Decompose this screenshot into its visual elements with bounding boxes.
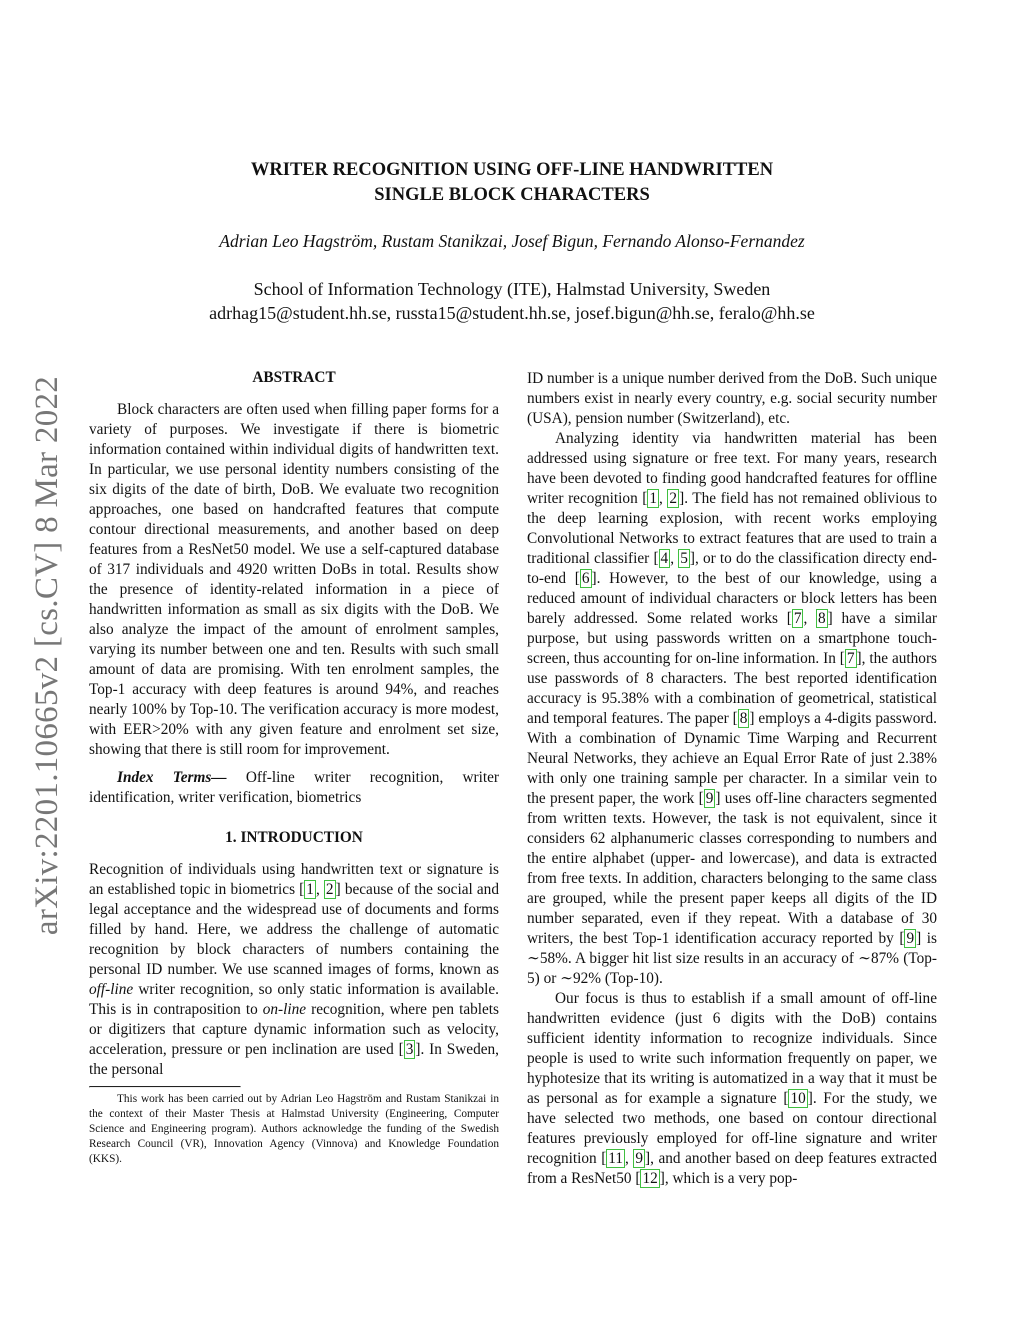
intro-paragraph-3: Our focus is thus to establish if a small amount of off-line handwritten evidence (just 6 digits with the DoB) contains sufficient identity information to recognize individuals. Since people is used to write such information frequently on paper, we hyphotesize that its writing is automatized in a way that it must be as personal as for example a signature [ 10 ]. For the study, we have selected two methods, one based on contour directional features previously employed for off-line signature and writer recognition [ 11 , 9 ], and another based on deep features extracted from a ResNet50 [ 12 ], which is a very pop-: [527, 990, 937, 1187]
citation-link[interactable]: 7: [793, 610, 802, 627]
citation-link[interactable]: 1: [306, 881, 314, 898]
citation-link[interactable]: 9: [705, 790, 714, 807]
text-run: employs a 4-digits password. With a combination of Dynamic Time Warping and Recurrent Neural Networks, they achieve an Equal Error Rate of just 2.38% with only one training sample per character. In a similar vein to the present paper, the work: [527, 710, 937, 807]
footnote-text: This work has been carried out by Adrian Leo Hagström and Rustam Stanikzai in the context of their Master Thesis at Halmstad University (Engineering, Computer Science and Engineering program). Authors acknowledge the funding of the Swedish Research Council (VR), Innovation Agency (Vinnova) and Knowledge Foundation (KKS).: [89, 1093, 499, 1165]
title-line-1: WRITER RECOGNITION USING OFF-LINE HANDWRITTEN: [250, 160, 774, 180]
text-run: . In Sweden, the personal: [89, 1041, 499, 1078]
text-run: Recognition of individuals using handwritten text or signature is an established topic in biometrics: [89, 861, 499, 898]
affiliation-block: [100, 277, 924, 325]
affiliation: School of Information Technology (ITE), Halmstad University, Sweden: [253, 279, 771, 299]
citation-link[interactable]: 12: [642, 1170, 658, 1187]
text-run: . However, to the best of our knowledge, using a reduced amount of individual characters or block letters has been barely addressed. Some related works: [527, 570, 937, 627]
email-list: adrhag15@student.hh.se, russta15@student.hh.se, josef.bigun@hh.se, feralo@hh.se: [209, 303, 815, 323]
citation-link[interactable]: 10: [790, 1090, 806, 1107]
text-run: . For the study, we have selected two methods, one based on contour directional features previously employed for off-line signature and writer recognition: [527, 1090, 937, 1167]
text-run: , the authors use passwords of 8 characters. The best reported identification accuracy is 95.38% with a combination of geometrical, statistical and temporal features. The paper: [527, 650, 937, 727]
arxiv-stamp-text: arXiv:2201.10665v2 [cs.CV] 8 Mar 2022: [29, 375, 66, 935]
index-terms: [89, 768, 499, 808]
paper-title: [150, 158, 874, 208]
text-run: ,: [670, 550, 679, 567]
text-run: is ∼58%. A bigger hit list size results in an accuracy of ∼87% (Top-5) or ∼92% (Top-10).: [527, 930, 938, 987]
intro-paragraph-2: Analyzing identity via handwritten material has been addressed using signature or free text. For many years, research have been devoted to finding good handcrafted features for offline writer recognition [ 1 , 2 ]. The field has not remained oblivious to the deep learning explosion, with recent works employing Convolutional Networks to extract features that are used to train a traditional classifier [ 4 , 5 ], or to do the classification directy end-to-end [ 6 ]. However, to the best of our knowledge, using a reduced amount of individual characters or block letters has been barely addressed. Some related works [ 7 , 8 ] have a similar purpose, but using passwords written on a smartphone touch-screen, thus accounting for on-line information. In [ 7 ], the authors use passwords of 8 characters. The best reported identification accuracy is 95.38% with a combination of geometrical, statistical and temporal features. The paper [ 8 ] employs a 4-digits password. With a combination of Dynamic Time Warping and Recurrent Neural Networks, they achieve an Equal Error Rate of just 2.38% with only one training sample per character. In a similar vein to the present paper, the work [ 9 ] uses off-line characters segmented from written texts. However, the task is not equivalent, since it considers 62 alphanumeric classes corresponding to numbers and the entire alphabet (upper- and lowercase), and data is extracted from free texts. In addition, characters belonging to the same class are grouped, while the present paper keeps all digits of the ID number separated, even if they repeat. With a database of 30 writers, the best Top-1 identification accuracy reported by [ 9 ] is ∼58%. A bigger hit list size results in an accuracy of ∼87% (Top-5) or ∼92% (Top-10).: [527, 430, 938, 987]
text-run: ,: [659, 490, 668, 507]
intro-paragraph-1-continued: ID number is a unique number derived from the DoB. Such unique numbers exist in nearly every country, e.g. social security number (USA), pension number (Switzerland), etc.: [527, 370, 937, 427]
citation-link[interactable]: 9: [906, 930, 915, 947]
text-run: ,: [625, 1150, 634, 1167]
text-run: , which is a very pop-: [664, 1170, 798, 1187]
arxiv-stamp: [24, 350, 72, 960]
citation-link[interactable]: 8: [818, 610, 826, 627]
emphasis: on-line: [262, 1001, 307, 1018]
text-run: Analyzing identity via handwritten material has been addressed using signature or free text. For many years, research have been devoted to finding good handcrafted features for offline writer recognition: [527, 430, 937, 507]
footnote-rule: [89, 1086, 241, 1088]
citation-link[interactable]: 3: [405, 1041, 414, 1058]
footnote-block: [89, 1086, 499, 1167]
text-run: have a similar purpose, but using passwords written on a smartphone touch-screen, thus accounting for on-line information. In: [527, 610, 938, 667]
right-column: [527, 369, 937, 1189]
intro-heading: 1. INTRODUCTION: [225, 829, 363, 846]
text-run: recognition, where pen tablets or digitizers that capture dynamic information such as velocity, acceleration, pressure or pen inclination are used: [89, 1001, 499, 1058]
citation-link[interactable]: 9: [635, 1150, 644, 1167]
left-column: [89, 368, 499, 1167]
text-run: Our focus is thus to establish if a small amount of off-line handwritten evidence (just 6 digits with the DoB) contains sufficient identity information to recognize individuals. Since people is used to write such information frequently on paper, we hyphotesize that its writing is automatized in a way that it must be as personal as for example a signature: [527, 990, 937, 1107]
intro-paragraph-1: Recognition of individuals using handwritten text or signature is an established topic in biometrics [ 1 , 2 ] because of the social and legal acceptance and the widespread use of documents and forms filled by hand. Here, we address the challenge of automatic recognition by block characters of numbers containing the personal ID number. We use scanned images of forms, known as off-line writer recognition, so only static information is available. This is in contraposition to on-line recognition, where pen tablets or digitizers that capture dynamic information such as velocity, acceleration, pressure or pen inclination are used [ 3 ]. In Sweden, the personal: [89, 861, 499, 1078]
text-run: ,: [803, 610, 816, 627]
emphasis: off-line: [89, 981, 134, 998]
citation-link[interactable]: 11: [608, 1150, 624, 1167]
citation-link[interactable]: 2: [325, 881, 334, 898]
citation-link[interactable]: 4: [660, 550, 669, 567]
citation-link[interactable]: 7: [846, 650, 855, 667]
citation-link[interactable]: 6: [581, 570, 590, 587]
citation-link[interactable]: 8: [739, 710, 748, 727]
text-run: ,: [315, 881, 324, 898]
citation-link[interactable]: 1: [649, 490, 658, 507]
title-line-2: SINGLE BLOCK CHARACTERS: [374, 185, 650, 205]
citation-link[interactable]: 2: [669, 490, 678, 507]
text-run: , and another based on deep features extracted from a ResNet50: [527, 1150, 937, 1187]
index-terms-text: Off-line writer recognition, writer identification, writer verification, biometrics: [89, 769, 500, 806]
text-run: . The field has not remained oblivious to the deep learning explosion, with recent works employing Convolutional Networks to extract features that are used to train a traditional classifier: [527, 490, 938, 567]
abstract-text: Block characters are often used when filling paper forms for a variety of purposes. We investigate if there is biometric information contained within individual digits of handwritten text. In particular, we use personal identity numbers consisting of the six digits of the date of birth, DoB. We evaluate two recognition approaches, one based on handcrafted features that compute contour directional measurements, and another based on deep features from a ResNet50 model. We use a self-captured database of 317 individuals and 4920 written DoBs in total. Results show the presence of identity-related information in a piece of handwritten information as small as six digits with the DoB. We also analyze the impact of the amount of enrolment samples, varying its number between one and ten. Results with such small amount of data are promising. With ten enrolment samples, the Top-1 accuracy with deep features is around 94%, and reaches nearly 100% by Top-10. The verification accuracy is more modest, with EER>20% with any given feature and enrolment set size, showing that there is still room for improvement.: [89, 401, 499, 758]
abstract-heading: ABSTRACT: [252, 369, 336, 386]
author-list: Adrian Leo Hagström, Rustam Stanikzai, Josef Bigun, Fernando Alonso-Fernandez: [219, 231, 805, 251]
text-run: uses off-line characters segmented from written texts. However, the task is not equivalent, since it considers 62 alphanumeric classes corresponding to numbers and the entire alphabet (upper- and lowercase), and data is extracted from free texts. In addition, characters belonging to the same class are grouped, while the present paper keeps all digits of the ID number separated, even if they repeat. With a database of 30 writers, the best Top-1 identification accuracy reported by: [527, 790, 937, 947]
citation-link[interactable]: 5: [680, 550, 688, 567]
text-run: writer recognition, so only static information is available. This is in contraposition to: [89, 981, 499, 1018]
index-terms-label: Index Terms—: [117, 769, 227, 786]
text-run: , or to do the classification directy end-to-end: [527, 550, 937, 587]
text-run: because of the social and legal acceptance and the widespread use of documents and forms filled by hand. Here, we address the challenge of automatic recognition by block characters of numbers containing the personal ID number. We use scanned images of forms, known as: [89, 881, 499, 978]
